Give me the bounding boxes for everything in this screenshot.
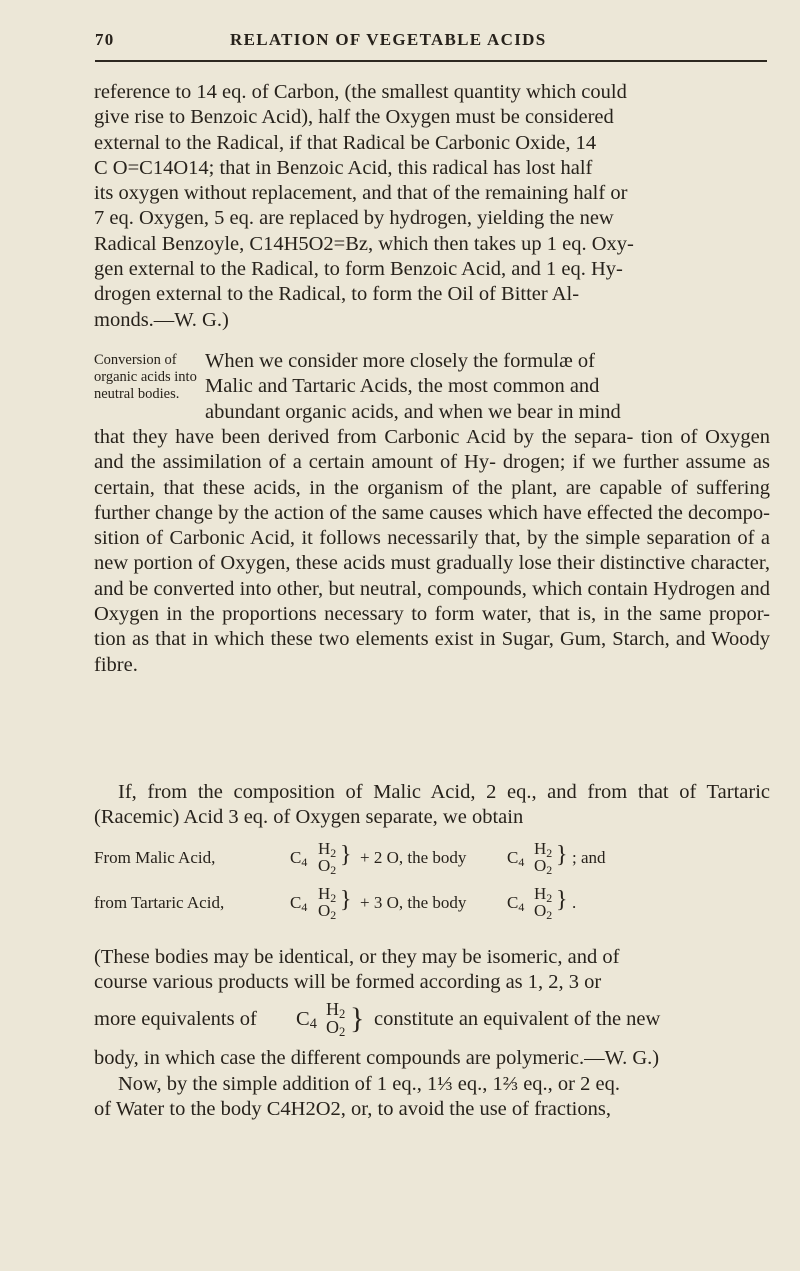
text-line: (These bodies may be identical, or they may be isomeric, and of (94, 946, 620, 968)
margin-note: Conversion of organic acids into neutral bodies. (94, 352, 197, 402)
text-fragment: more equivalents of (94, 1008, 257, 1030)
formula-label: from Tartaric Acid, (94, 893, 225, 912)
paragraph-3 (94, 780, 770, 831)
formula-stack: $H_2$ $O_2$ (318, 839, 337, 877)
formula-symbol: $C_4$ (507, 893, 525, 914)
text-line: monds.—W. G.) (94, 308, 229, 331)
formula-brace: } (340, 842, 352, 868)
formula-brace: } (350, 1002, 365, 1035)
formula-stack: $H_2$ $O_2$ (326, 999, 346, 1039)
paragraph-4-formula-line (94, 996, 770, 1044)
paragraph-2-head (205, 349, 770, 425)
header-rule (95, 60, 767, 62)
text-line: of Water to the body C4H2O2, or, to avoid the use of fractions, (94, 1098, 611, 1121)
formula-symbol: $C_4$ (290, 893, 308, 914)
paragraph-4-end (94, 1046, 770, 1071)
text-line: reference to 14 eq. of Carbon, (the smallest quantity which could (94, 81, 627, 103)
page-number: 70 (95, 30, 115, 49)
formula-brace: } (556, 887, 568, 913)
text-line: Radical Benzoyle, C14H5O2=Bz, which then takes up 1 eq. Oxy- (94, 232, 634, 255)
text-line: Malic and Tartaric Acids, the most common and (205, 375, 600, 398)
formula-end: ; and (572, 848, 606, 867)
text-line: gen external to the Radical, to form Benzoic Acid, and 1 eq. Hy- (94, 258, 623, 281)
text-line: external to the Radical, if that Radical be Carbonic Oxide, 14 (94, 131, 597, 154)
text-line: When we consider more closely the formulæ of (205, 350, 595, 372)
formula-operator: + 2 O, the body (360, 848, 467, 867)
text-block: that they have been derived from Carbonic Acid by the separa- tion of Oxygen and the assimilation of a certain amount of Hy- drogen; if we further assume as certain, that these acids, in the organism of the plant, are capable of suffering further change by the action of the same causes which have effected the decompo- sition of Carbonic Acid, it follows necessarily that, by the simple separation of a new portion of Oxygen, these acids must gradually lose their distinctive character, and be converted into other, but neutral, compounds, which contain Hydrogen and Oxygen in the proportions necessary to form water, that is, in the same propor- tion as that in which these two elements exist in Sugar, Gum, Starch, and Woody fibre. (94, 426, 770, 676)
formula-malic (94, 840, 770, 880)
text-line: drogen external to the Radical, to form the Oil of Bitter Al- (94, 283, 580, 306)
text-line: abundant organic acids, and when we bear in mind (205, 400, 621, 423)
formula-symbol: $C_4$ (507, 848, 525, 869)
text-block: If, from the composition of Malic Acid, 2 eq., and from that of Tartaric (Racemic) Acid 3 eq. of Oxygen separate, we obtain (94, 781, 770, 829)
paragraph-1 (94, 80, 770, 333)
paragraph-4 (94, 945, 770, 996)
formula-end: . (572, 893, 577, 912)
text-line: Now, by the simple addition of 1 eq., 1⅓ eq., 1⅔ eq., or 2 eq. (118, 1073, 620, 1095)
formula-symbol: $C_4$ (290, 848, 308, 869)
formula-label: From Malic Acid, (94, 848, 216, 867)
text-fragment: constitute an equivalent of the new (374, 1008, 661, 1030)
paragraph-5 (94, 1072, 770, 1123)
text-line: body, in which case the different compounds are polymeric.—W. G.) (94, 1047, 660, 1069)
formula-symbol: $C_4$ (296, 1008, 317, 1032)
formula-stack: $H_2$ $O_2$ (534, 884, 553, 922)
paragraph-2-body (94, 425, 770, 678)
text-line: 7 eq. Oxygen, 5 eq. are replaced by hydrogen, yielding the new (94, 207, 614, 230)
formula-tartaric (94, 885, 770, 925)
text-line: its oxygen without replacement, and that of the remaining half or (94, 182, 628, 205)
formula-brace: } (340, 887, 352, 913)
formula-brace: } (556, 842, 568, 868)
formula-operator: + 3 O, the body (360, 893, 467, 912)
text-line: course various products will be formed according as 1, 2, 3 or (94, 971, 602, 994)
formula-stack: $H_2$ $O_2$ (534, 839, 553, 877)
formula-stack: $H_2$ $O_2$ (318, 884, 337, 922)
text-line: C O=C14O14; that in Benzoic Acid, this radical has lost half (94, 156, 593, 179)
running-title: RELATION OF VEGETABLE ACIDS (230, 30, 547, 49)
text-line: give rise to Benzoic Acid), half the Oxygen must be considered (94, 106, 614, 129)
